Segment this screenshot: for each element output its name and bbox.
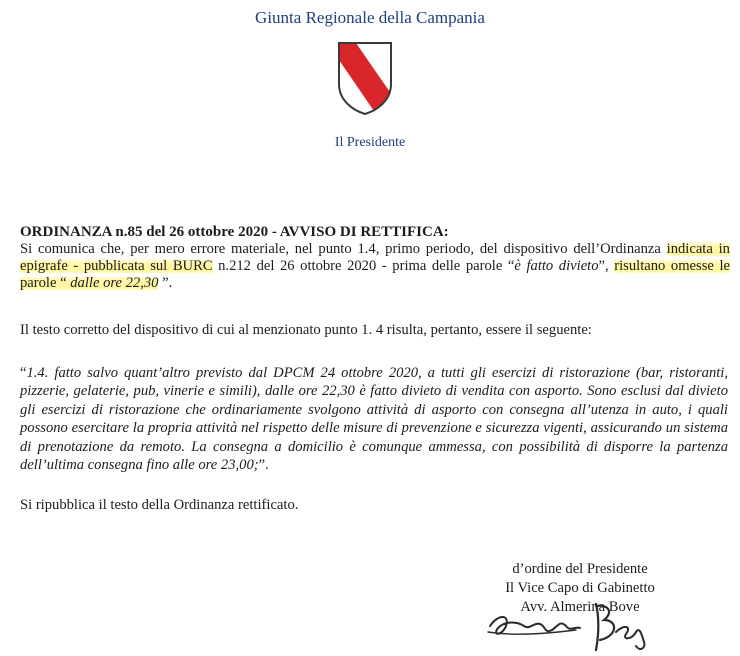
highlighted-text-2: risultano omesse le parole “ <box>20 258 730 291</box>
signature-line-2: Il Vice Capo di Gabinetto <box>505 580 655 596</box>
quote-close-mark: ”. <box>258 457 269 474</box>
header-title: Giunta Regionale della Campania <box>255 8 485 27</box>
signature-line-3: Avv. Almerina Bove <box>520 599 640 615</box>
highlighted-text-1: indicata in epigrafe - pubblicata sul BURC <box>20 241 730 274</box>
ordinanza-heading: ORDINANZA n.85 del 26 ottobre 2020 - AVVISO DI RETTIFICA: <box>20 224 449 240</box>
italic-phrase-1: è fatto divieto <box>514 258 599 274</box>
rettifica-notice <box>20 224 730 292</box>
rettifica-paragraph <box>20 241 730 292</box>
campania-emblem-icon <box>336 40 394 116</box>
rettifica-text-1: Si comunica che, per mero errore materiale, nel punto 1.4, primo periodo, del dispositivo dell’Ordinanza <box>20 241 667 257</box>
quote-open-mark: “ <box>20 365 27 381</box>
rettifica-text-2: n.212 del 26 ottobre 2020 - prima delle parole “ <box>212 258 515 274</box>
handwritten-signature <box>484 596 660 654</box>
corrected-text-intro: Il testo corretto del dispositivo di cui al menzionato punto 1. 4 risulta, pertanto, essere il seguente: <box>20 322 592 338</box>
signature-line-1: d’ordine del Presidente <box>512 561 648 577</box>
italic-phrase-2: dalle ore 22,30 <box>70 275 159 291</box>
rettifica-text-3: ”, <box>598 258 615 274</box>
president-label: Il Presidente <box>334 135 406 150</box>
rettifica-text-4: ”. <box>158 275 173 291</box>
republish-note: Si ripubblica il testo della Ordinanza rettificato. <box>20 497 299 513</box>
quote-text: 1.4. fatto salvo quant’altro previsto dal DPCM 24 ottobre 2020, a tutti gli esercizi di ristorazione (bar, ristoranti, pizzerie, gelaterie, pub, vinerie e simili), dalle ore 22,30 è fatto divieto di vendita con asporto. Sono esclusi dal divieto gli esercizi di ristorazione che ordinariamente svolgono attività di asporto con consegna all’utenza in auto, i quali possono esercitare la propria attività nel rispetto delle misure di prevenzione e sicurezza vigenti, assicurando un sistema di prenotazione da remoto. La consegna a domicilio è comunque ammessa, con possibilità di disporre la partenza dell’ultima consegna fino alle ore 23,00; <box>20 365 728 474</box>
corrected-quote <box>20 364 728 474</box>
